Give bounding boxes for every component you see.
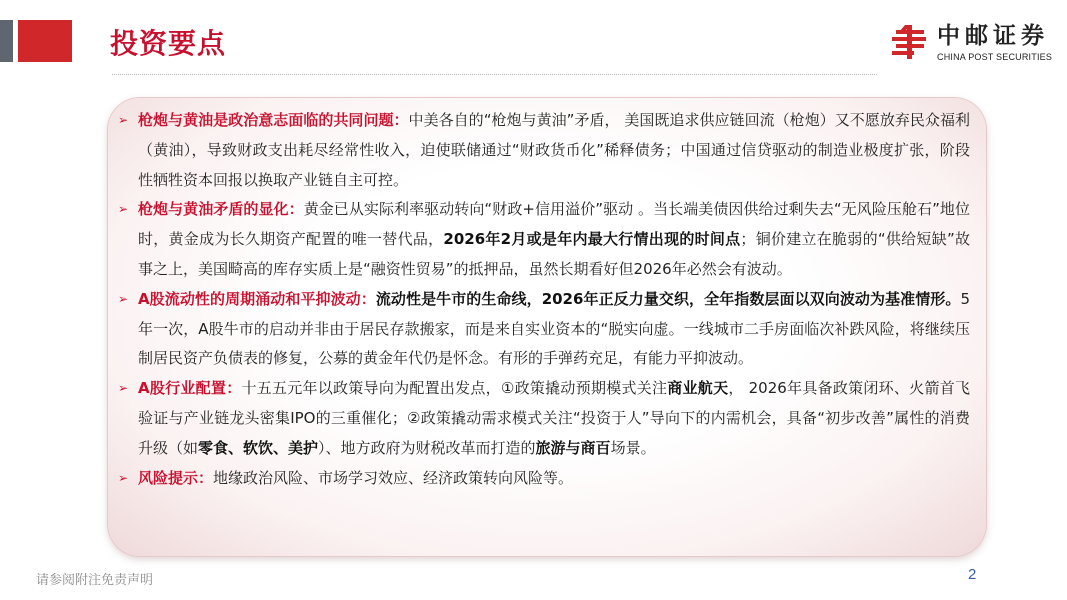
corner-accent-red (18, 20, 72, 62)
arrow-right-icon: ➢ (118, 291, 129, 306)
bullet-item (118, 374, 970, 463)
bullet-item (118, 285, 970, 374)
bullet-item (118, 195, 970, 284)
arrow-right-icon: ➢ (118, 113, 129, 127)
bullet-body-text: 十五五元年以政策导向为配置出发点，①政策撬动预期模式关注 (241, 379, 668, 398)
bullet-body-text: ）、地方政府为财税改革而打造的 (318, 438, 536, 457)
corner-accent-grey (0, 20, 13, 62)
bullet-emphasis-text: 零食、软饮、美护 (198, 438, 319, 457)
bullet-body-text: 中美各自的“枪炮与黄油”矛盾， 美国既追求供应链回流（枪炮）又不愿放弃民众福利（黄油），导致财政支出耗尽经常性收入，迫使联储通过“财政货币化”稀释债务；中国通过信贷驱动的制造业极度扩张，阶段性牺牲资本回报以换取产业链自主可控。 (138, 111, 970, 189)
company-logo (890, 22, 1060, 66)
bullet-heading: A股流动性的周期涌动和平抑波动： (138, 289, 376, 308)
page-title: 投资要点 (110, 27, 227, 60)
bullet-body-text: ， 2026年具备政策闭环、火箭首飞验证与产业链龙头密集IPO的三重催化；②政策撬动需求模式关注“投资于人”导向下的内需机会，具备“初步改善”属性的消费升级（如 (138, 379, 970, 457)
bullet-heading: A股行业配置： (138, 379, 242, 398)
arrow-right-icon: ➢ (118, 381, 129, 396)
bullet-heading: 枪炮与黄油矛盾的显化： (138, 200, 304, 219)
arrow-right-icon: ➢ (118, 470, 129, 485)
title-divider (112, 74, 877, 75)
bullet-item (118, 106, 970, 195)
bullet-body-text: 黄金已从实际利率驱动转向“财政+信用溢价”驱动 。当长端美债因供给过剩失去“无风险压舱石”地位时，黄金成为长久期资产配置的唯一替代品， (138, 200, 970, 249)
logo-name-en: CHINA POST SECURITIES (937, 52, 1053, 62)
bullet-item (118, 464, 970, 494)
china-post-logo-icon (890, 22, 930, 62)
bullet-heading: 枪炮与黄油是政治意志面临的共同问题： (138, 111, 409, 129)
arrow-right-icon: ➢ (118, 202, 129, 217)
bullet-emphasis-text: 旅游与商百 (535, 438, 611, 457)
bullet-emphasis-text: 流动性是牛市的生命线，2026年正反力量交织，全年指数层面以双向波动为基准情形。 (375, 289, 961, 308)
disclaimer-note: 请参阅附注免责声明 (36, 573, 154, 588)
bullet-body-text: 5年一次，A股牛市的启动并非由于居民存款搬家，而是来自实业资本的“脱实向虚。一线城市二手房面临次补跌风险，将继续压制居民资产负债表的修复，公募的黄金年代仍是怀念。有形的手弹药充足，有能力平抑波动。 (138, 289, 970, 368)
investment-points-list (118, 106, 970, 493)
logo-name-cn: 中邮证券 (937, 23, 1049, 49)
bullet-body-text: 场景。 (610, 438, 656, 457)
bullet-heading: 风险提示： (138, 468, 214, 487)
bullet-emphasis-text: 2026年2月或是年内最大行情出现的时间点 (443, 230, 741, 249)
page-number: 2 (968, 566, 977, 583)
bullet-body-text: 地缘政治风险、市场学习效应、经济政策转向风险等。 (213, 468, 574, 487)
bullet-emphasis-text: 商业航天 (667, 379, 729, 398)
bullet-body-text: ；铜价建立在脆弱的“供给短缺”故事之上，美国畸高的库存实质上是“融资性贸易”的抵押品，虽然长期看好但2026年必然会有波动。 (138, 230, 970, 278)
